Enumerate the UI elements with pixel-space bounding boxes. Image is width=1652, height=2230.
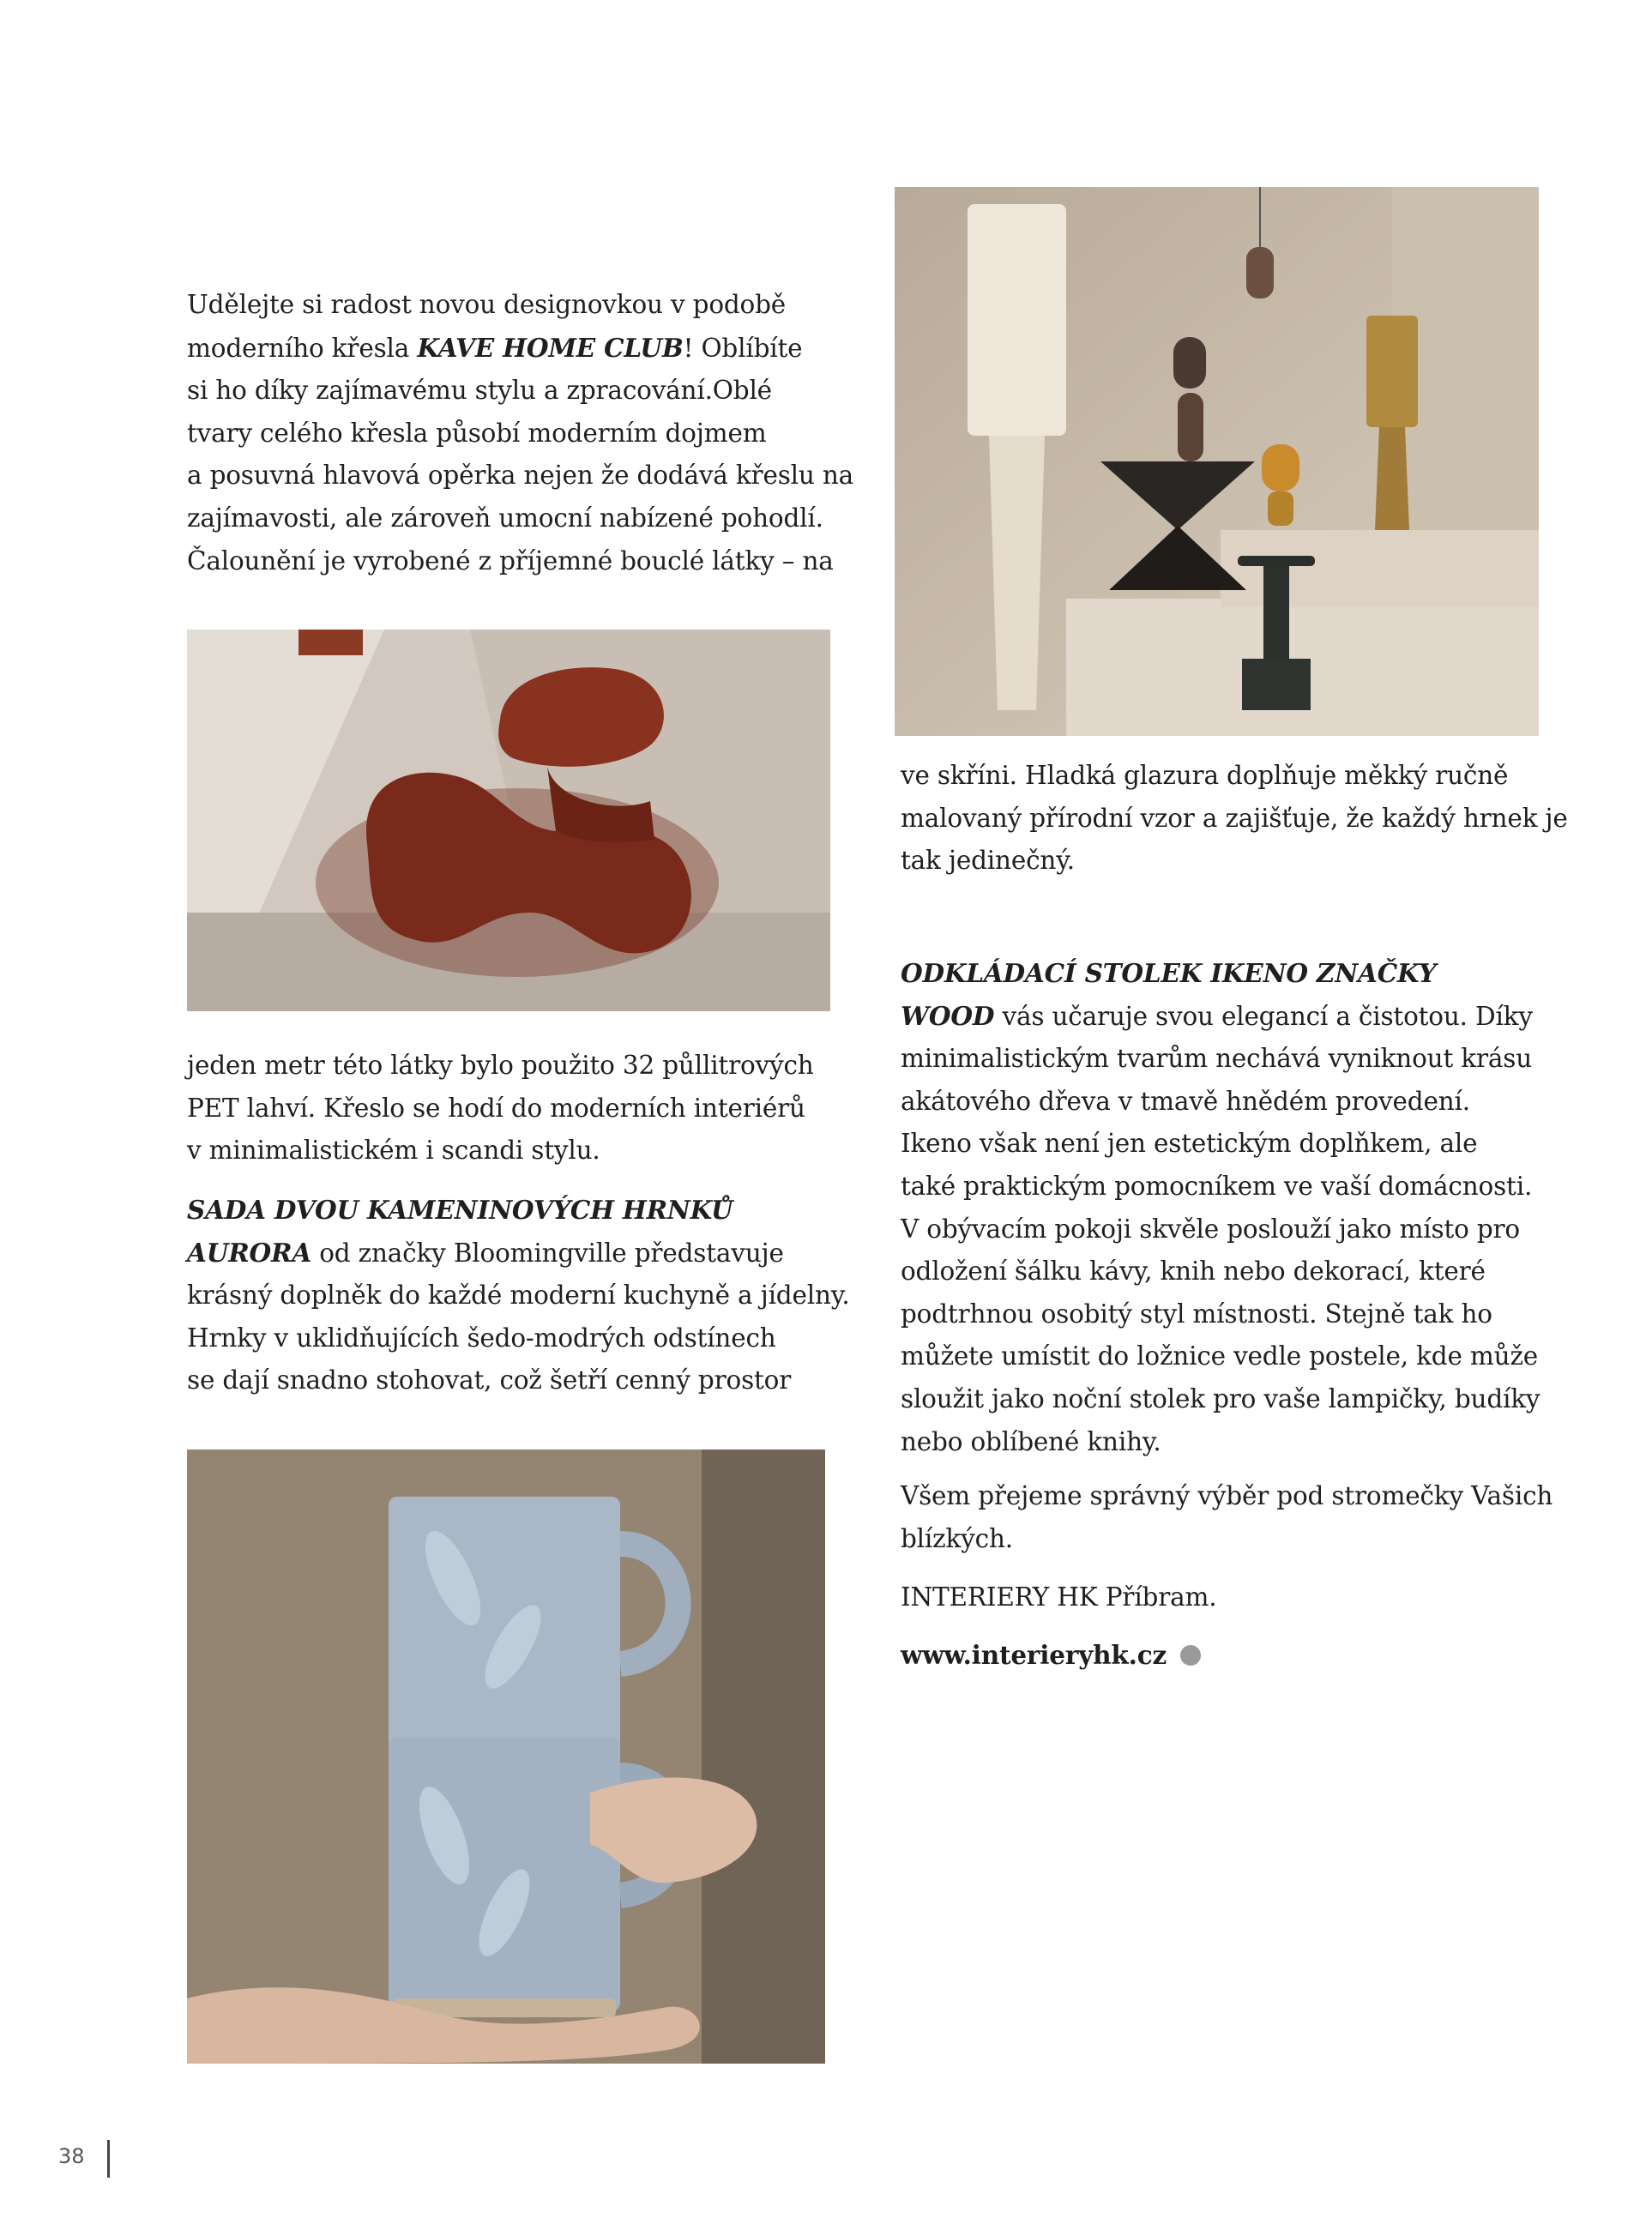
text-line: [187, 1232, 850, 1275]
text-line: zajímavosti, ale zároveň umocní nabízené pohodlí.: [187, 503, 823, 533]
text-line: akátového dřeva v tmavě hnědém provedení.: [901, 1086, 1470, 1116]
text-line: tvary celého křesla působí moderním dojmem: [187, 418, 767, 448]
signature-text: INTERIERY HK Příbram.: [901, 1582, 1217, 1612]
text-line: [901, 995, 1540, 1039]
page-number: 38: [58, 2144, 85, 2168]
mugs-continued-paragraph: [901, 755, 1568, 883]
text-line: nebo oblíbené knihy.: [901, 1426, 1161, 1456]
text-fragment: ! Oblíbíte: [683, 333, 803, 363]
wish-paragraph: [901, 1475, 1553, 1560]
text-line: jeden metr této látky bylo použito 32 půllitrových: [187, 1051, 814, 1080]
mugs-photo: [187, 1450, 825, 2064]
armchair-continued-paragraph: [187, 1045, 814, 1172]
text-line: [187, 327, 853, 371]
text-line: ve skříni. Hladká glazura doplňuje měkký ručně: [901, 761, 1509, 790]
website-line: [901, 1634, 1201, 1678]
intro-paragraph: [187, 284, 853, 582]
text-line: blízkých.: [901, 1523, 1013, 1553]
text-line: také praktickým pomocníkem ve vaší domácnosti.: [901, 1171, 1533, 1201]
text-line: si ho díky zajímavému stylu a zpracování.Oblé: [187, 376, 772, 406]
table-heading: ODKLÁDACÍ STOLEK IKENO ZNAČKY: [901, 958, 1437, 988]
text-line: krásný doplněk do každé moderní kuchyně a jídelny.: [187, 1281, 850, 1311]
text-fragment: moderního křesla: [187, 333, 418, 363]
lamps-photo: [895, 187, 1539, 736]
text-line: se dají snadno stohovat, což šetří cenný prostor: [187, 1365, 792, 1395]
text-line: V obývacím pokoji skvěle poslouží jako místo pro: [901, 1214, 1520, 1244]
signature: [901, 1576, 1216, 1619]
text-line: Udělejte si radost novou designovkou v podobě: [187, 290, 787, 319]
text-line: odložení šálku kávy, knih nebo dekorací, které: [901, 1257, 1486, 1287]
text-line: v minimalistickém i scandi stylu.: [187, 1136, 600, 1166]
text-line: Všem přejeme správný výběr pod stromečky Vašich: [901, 1481, 1553, 1510]
page-number-divider: [107, 2140, 110, 2178]
text-line: můžete umístit do ložnice vedle postele, kde může: [901, 1341, 1539, 1371]
product-name-wood: WOOD: [901, 1000, 995, 1031]
mugs-paragraph: [187, 1189, 850, 1402]
product-name-kave: KAVE HOME CLUB: [417, 332, 684, 363]
text-line: minimalistickým tvarům nechává vyniknout krásu: [901, 1044, 1533, 1074]
text-fragment: vás učaruje svou elegancí a čistotou. Díky: [994, 1001, 1533, 1031]
text-line: malovaný přírodní vzor a zajišťuje, že každý hrnek je: [901, 803, 1568, 833]
text-line: PET lahví. Křeslo se hodí do moderních interiérů: [187, 1093, 805, 1123]
armchair-photo: [187, 630, 830, 1011]
text-line: Čalounění je vyrobené z příjemné bouclé látky – na: [187, 545, 834, 576]
table-paragraph: [901, 952, 1540, 1463]
text-fragment: od značky Bloomingville představuje: [311, 1238, 784, 1268]
text-line: a posuvná hlavová opěrka nejen že dodává křeslu na: [187, 461, 854, 491]
text-line: sloužit jako noční stolek pro vaše lampičky, budíky: [901, 1383, 1540, 1413]
text-line: Ikeno však není jen estetickým doplňkem, ale: [901, 1129, 1478, 1159]
website-link[interactable]: www.interieryhk.cz: [901, 1640, 1167, 1670]
text-line: Hrnky v uklidňujících šedo-modrých odstínech: [187, 1323, 776, 1353]
mugs-heading: SADA DVOU KAMENINOVÝCH HRNKŮ: [187, 1195, 733, 1225]
text-line: podtrhnou osobitý styl místnosti. Stejně tak ho: [901, 1299, 1492, 1329]
bullet-dot-icon: [1180, 1645, 1201, 1666]
product-name-aurora: AURORA: [187, 1237, 312, 1268]
text-line: tak jedinečný.: [901, 846, 1075, 876]
